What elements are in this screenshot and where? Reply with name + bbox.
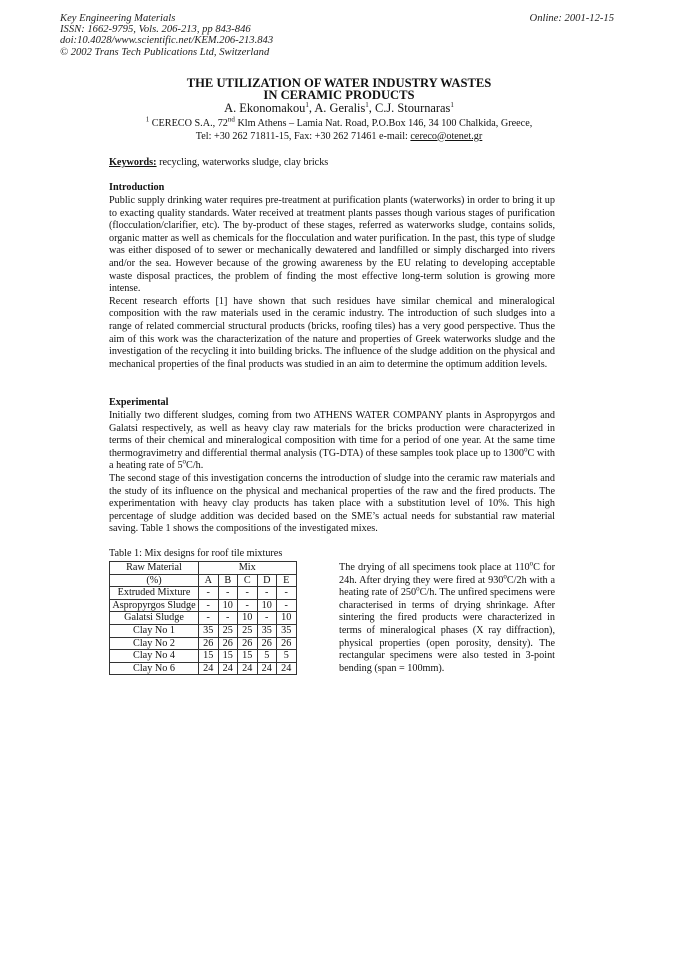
table-cell: 35 <box>277 624 297 637</box>
row-label: Clay No 1 <box>110 624 199 637</box>
table-cell: 5 <box>257 650 277 663</box>
table-cell: - <box>199 587 219 600</box>
table-col-header: C <box>238 574 258 587</box>
table-cell: - <box>218 612 238 625</box>
table-cell: 5 <box>277 650 297 663</box>
table-cell: 35 <box>257 624 277 637</box>
table-cell: 15 <box>218 650 238 663</box>
table-col-header: A <box>199 574 219 587</box>
table-cell: 26 <box>257 637 277 650</box>
section-heading-introduction: Introduction <box>109 182 165 193</box>
online-date: Online: 2001-12-15 <box>529 13 614 24</box>
author-1: A. Ekonomakou <box>224 101 306 115</box>
paper-title-line1: THE UTILIZATION OF WATER INDUSTRY WASTES <box>186 76 492 90</box>
section-heading-experimental: Experimental <box>109 397 169 408</box>
table-header-unit: (%) <box>110 574 199 587</box>
table-cell: - <box>277 599 297 612</box>
table-cell: 35 <box>199 624 219 637</box>
table-cell: 26 <box>218 637 238 650</box>
email-link[interactable]: cereco@otenet.gr <box>410 130 483 142</box>
table-header-row <box>110 562 297 575</box>
side-paragraph: The drying of all specimens took place at 110$^o$C for 24h. After drying they were fired at 930$^o$C/2h with a heating rate of 250$^o$C/h. The unfired specimens were characterised in terms of drying shrinkage. After sintering the fired products were characterized in terms of mineralogical phases (X ray diffraction), physical properties (open porosity, density). The rectangular specimens were also tested in 3-point bending (span = 100mm). <box>339 559 556 674</box>
row-label: Clay No 2 <box>110 637 199 650</box>
table-cell: - <box>199 599 219 612</box>
table-cell: - <box>257 587 277 600</box>
author-3: C.J. Stournaras <box>375 101 451 115</box>
introduction-body <box>109 195 555 371</box>
experimental-body <box>109 410 555 536</box>
table-cell: - <box>199 612 219 625</box>
table-cell: - <box>257 612 277 625</box>
table-cell: 25 <box>238 624 258 637</box>
row-label: Aspropyrgos Sludge <box>110 599 199 612</box>
table-col-header: E <box>277 574 297 587</box>
table-caption: Table 1: Mix designs for roof tile mixtures <box>109 548 283 559</box>
table-cell: 24 <box>238 662 258 675</box>
table-cell: 10 <box>277 612 297 625</box>
row-label: Galatsi Sludge <box>110 612 199 625</box>
author-2: A. Geralis <box>314 101 366 115</box>
table-row <box>110 587 297 600</box>
journal-header <box>60 13 273 58</box>
row-label: Clay No 6 <box>110 662 199 675</box>
paragraph: Public supply drinking water requires pre-treatment at purification plants (waterworks) in order to bring it up to exacting quality standards. Water received at treatment plants passes though various stages of purification (flocculation/clarifier, etc). The by-product of these stages, referred as waterworks sludge, contains solids, organic matter as well as chemicals for the flocculation and water purification. In the past, this type of sludge was either disposed of to sewer or mechanically dewatered and landfilled or simply discharged into rivers and/or the sea. However because of the growing awareness by the EU relating to developing acceptable waste disposal practices, the problem of finding the most effective long-term solution is growing more intense. <box>109 195 555 295</box>
table-row <box>110 624 297 637</box>
table-cell: 26 <box>277 637 297 650</box>
row-label: Clay No 4 <box>110 650 199 663</box>
mix-design-table <box>109 561 297 675</box>
table-cell: 25 <box>218 624 238 637</box>
row-label: Extruded Mixture <box>110 587 199 600</box>
table-cell: - <box>238 599 258 612</box>
keywords: Keywords: recycling, waterworks sludge, clay bricks <box>109 157 329 168</box>
paragraph: Initially two different sludges, coming from two ATHENS WATER COMPANY plants in Aspropyrgos and Galatsi respectively, as well as heavy clay raw materials for the bricks production were characterized in terms of their chemical and mineralogical composition with time for a period of one year. At the same time thermogravimetry and differential thermal analysis (TG-DTA) of these samples took place up to 1300$^o$C with a heating rate of 5$^o$C/h. <box>109 410 555 472</box>
doi-line[interactable]: doi:10.4028/www.scientific.net/KEM.206-213.843 <box>60 35 274 47</box>
keywords-label: Keywords: <box>109 157 157 168</box>
table-row <box>110 612 297 625</box>
table-col-header: D <box>257 574 277 587</box>
table-header-mix: Mix <box>199 562 297 575</box>
table-cell: 26 <box>238 637 258 650</box>
table-row <box>110 637 297 650</box>
table-cell: 10 <box>218 599 238 612</box>
table-cell: 15 <box>199 650 219 663</box>
table-cell: 24 <box>199 662 219 675</box>
table-cell: 24 <box>257 662 277 675</box>
table-cell: 24 <box>218 662 238 675</box>
issn-line: ISSN: 1662-9795, Vols. 206-213, pp 843-846 <box>60 24 251 36</box>
affiliation: $^1$ CERECO S.A., 72nd Klm Athens – Lamia Nat. Road, P.O.Box 146, 34 100 Chalkida, Greece, Tel: +30 262 71811-15, Fax: +30 262 71461 e-mail: cereco@otenet.gr <box>145 115 533 142</box>
table-cell: - <box>238 587 258 600</box>
journal-name: Key Engineering Materials <box>60 13 176 24</box>
table-header-raw-material: Raw Material <box>110 562 199 575</box>
table-row <box>110 599 297 612</box>
table-row <box>110 650 297 663</box>
copyright-line: © 2002 Trans Tech Publications Ltd, Switzerland <box>60 46 270 58</box>
paragraph: Recent research efforts [1] have shown that such residues have similar chemical and mineralogical composition with the raw materials used in the ceramic industry. The introduction of such sludges into a range of related commercial structural products (bricks, roofing tiles) has a very good perspective. Thus the aim of this work was the characterization of the nature and properties of Greek waterworks sludge and the investigation of the recycling it into building bricks. The influence of the sludge addition on the physical and mechanical properties of the final products was studied in an aim to determine the optimum addition levels. <box>109 295 555 370</box>
table-cell: 26 <box>199 637 219 650</box>
author-list: A. Ekonomakou$^1$, A. Geralis$^1$, C.J. Stournaras$^1$ <box>224 100 454 115</box>
table-cell: 24 <box>277 662 297 675</box>
table-cell: - <box>218 587 238 600</box>
table-cell: - <box>277 587 297 600</box>
table-cell: 15 <box>238 650 258 663</box>
table-cell: 10 <box>257 599 277 612</box>
paper-title-line2: IN CERAMIC PRODUCTS <box>263 88 415 102</box>
table-cell: 10 <box>238 612 258 625</box>
table-col-header: B <box>218 574 238 587</box>
table-row <box>110 662 297 675</box>
paragraph: The second stage of this investigation concerns the introduction of sludge into the ceramic raw materials and the study of its influence on the physical and mechanical properties of the raw and the fired products. The experimentation with heavy clay products has taken place with a substitution level of 10%. This high percentage of sludge addition was decided based on the SME’s actual needs for substantial raw material saving. Table 1 shows the compositions of the investigated mixes. <box>109 472 555 535</box>
table-header-row <box>110 574 297 587</box>
